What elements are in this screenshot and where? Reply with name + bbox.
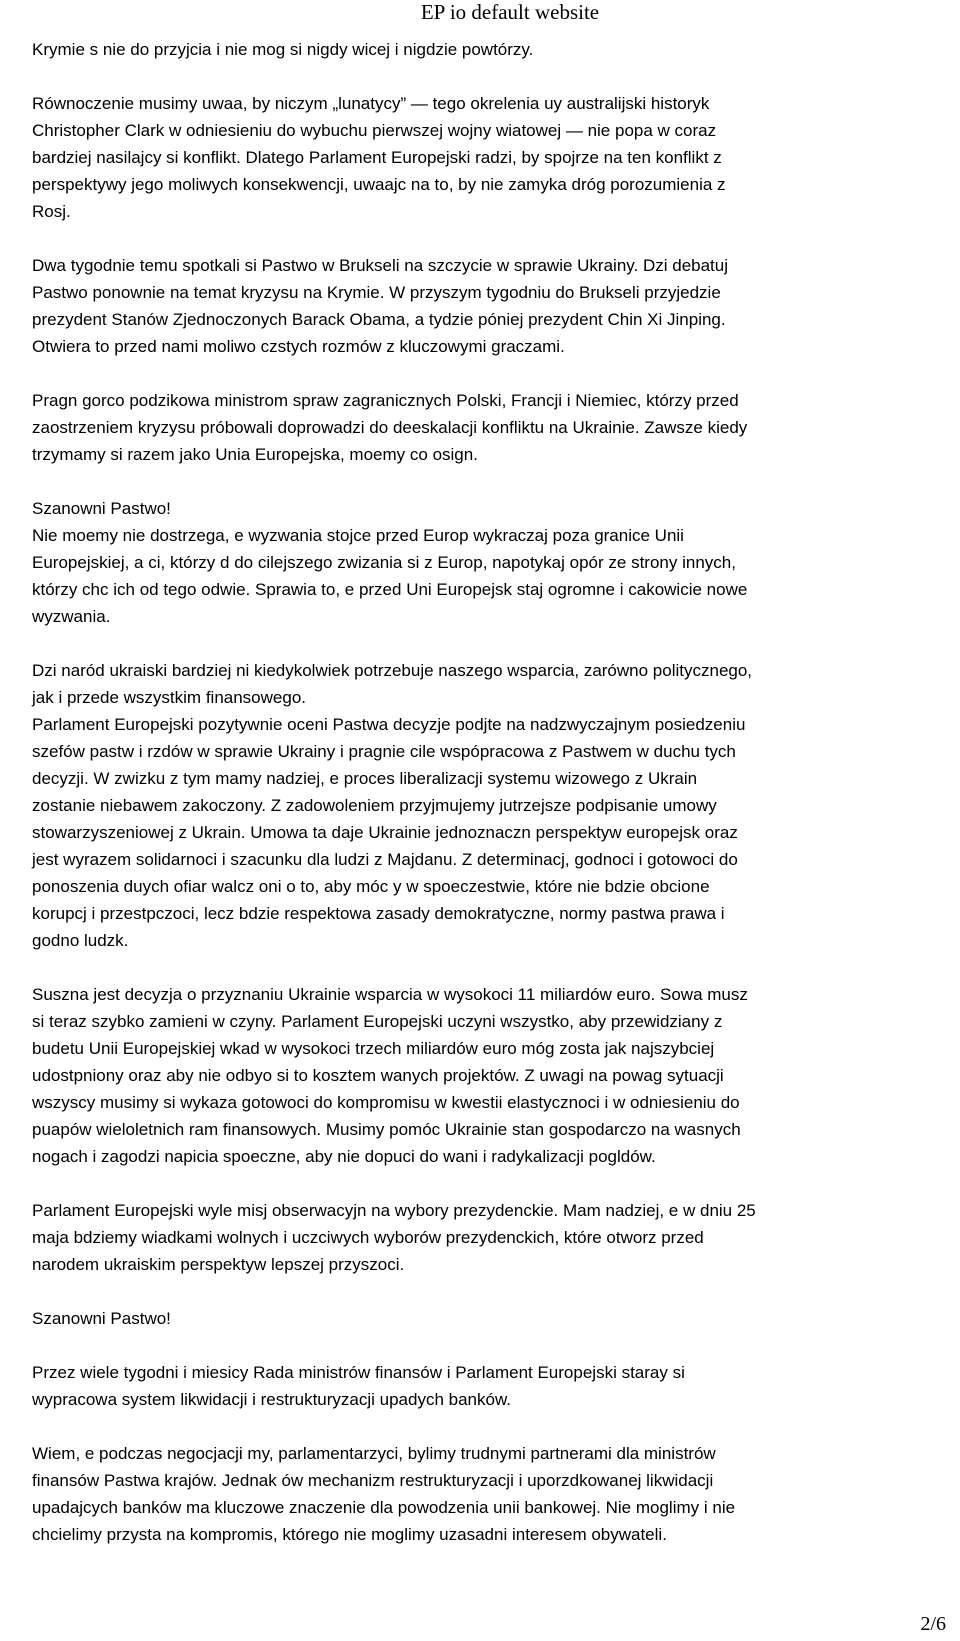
site-title: EP io default website bbox=[420, 0, 600, 24]
paragraph: Równoczenie musimy uwaa, by niczym „lunatycy” — tego okrelenia uy australijski historyk Christopher Clark w odniesieniu do wybuchu pierwszej wojny wiatowej — nie popa w coraz bardziej nasilajcy si konflikt. Dlatego Parlament Europejski radzi, by spojrze na ten konflikt z perspektywy jego moliwych konsekwencji, uwaajc na to, by nie zamyka dróg porozumienia z Rosj. bbox=[32, 94, 726, 221]
paragraph-gap bbox=[32, 63, 932, 90]
paragraph: Dzi naród ukraiski bardziej ni kiedykolwiek potrzebuje naszego wsparcia, zarówno politycznego, jak i przede wszystkim finansowego. Parlament Europejski pozytywnie oceni Pastwa decyzje podjte na nadzwyczajnym posiedzeniu szefów pastw i rzdów w sprawie Ukrainy i pragnie cile wspópracowa z Pastwem w duchu tych decyzji. W zwizku z tym mamy nadziej, e proces liberalizacji systemu wizowego z Ukrain zostanie niebawem zakoczony. Z zadowoleniem przyjmujemy jutrzejsze podpisanie umowy stowarzyszeniowej z Ukrain. Umowa ta daje Ukrainie jednoznaczn perspektyw europejsk oraz jest wyrazem solidarnoci i szacunku dla ludzi z Majdanu. Z determinacj, godnoci i gotowoci do ponoszenia duych ofiar walcz oni o to, aby móc y w spoeczestwie, które nie bdzie obcione korupcj i przestpczoci, lecz bdzie respektowa zasady demokratyczne, normy pastwa prawa i godno ludzk. bbox=[32, 661, 753, 950]
paragraph: Suszna jest decyzja o przyznaniu Ukrainie wsparcia w wysokoci 11 miliardów euro. Sowa musz si teraz szybko zamieni w czyny. Parlament Europejski uczyni wszystko, aby przewidziany z budetu Unii Europejskiej wkad w wysokoci trzech miliardów euro móg zosta jak najszybciej udostpniony oraz aby nie odbyo si to kosztem wanych projektów. Z uwagi na powag sytuacji wszyscy musimy si wykaza gotowoci do kompromisu w kwestii elastycznoci i w odniesieniu do puapów wieloletnich ram finansowych. Musimy pomóc Ukrainie stan gospodarczo na wasnych nogach i zagodzi napicia spoeczne, aby nie dopuci do wani i radykalizacji pogldów. bbox=[32, 985, 748, 1166]
paragraph-gap bbox=[32, 1278, 932, 1305]
paragraph: Parlament Europejski wyle misj obserwacyjn na wybory prezydenckie. Mam nadziej, e w dniu 25 maja bdziemy wiadkami wolnych i uczciwych wyborów prezydenckich, które otworz przed narodem ukraiskim perspektyw lepszej przyszoci. bbox=[32, 1201, 756, 1274]
salutation: Szanowni Pastwo! bbox=[32, 1309, 171, 1328]
paragraph-gap bbox=[32, 630, 932, 657]
site-header bbox=[0, 0, 960, 26]
paragraph: Pragn gorco podzikowa ministrom spraw zagranicznych Polski, Francji i Niemiec, którzy przed zaostrzeniem kryzysu próbowali doprowadzi do deeskalacji konfliktu na Ukrainie. Zawsze kiedy trzymamy si razem jako Unia Europejska, moemy co osign. bbox=[32, 391, 748, 464]
paragraph-gap bbox=[32, 954, 932, 981]
page-number: 2/6 bbox=[920, 1613, 946, 1635]
paragraph-gap bbox=[32, 1332, 932, 1359]
paragraph-gap bbox=[32, 1170, 932, 1197]
paragraph: Wiem, e podczas negocjacji my, parlamentarzyci, bylimy trudnymi partnerami dla ministrów finansów Pastwa krajów. Jednak ów mechanizm restrukturyzacji i uporzdkowanej likwidacji upadajcych banków ma kluczowe znaczenie dla powodzenia unii bankowej. Nie moglimy i nie chcielimy przysta na kompromis, którego nie moglimy uzasadni interesem obywateli. bbox=[32, 1444, 736, 1544]
paragraph: Przez wiele tygodni i miesicy Rada ministrów finansów i Parlament Europejski staray si wypracowa system likwidacji i restrukturyzacji upadych banków. bbox=[32, 1363, 685, 1409]
paragraph: Szanowni Pastwo! Nie moemy nie dostrzega, e wyzwania stojce przed Europ wykraczaj poza granice Unii Europejskiej, a ci, którzy d do cilejszego zwizania si z Europ, napotykaj opór ze strony innych, którzy chc ich od tego odwie. Sprawia to, e przed Uni Europejsk staj ogromne i cakowicie nowe wyzwania. bbox=[32, 499, 748, 626]
paragraph-gap bbox=[32, 1413, 932, 1440]
paragraph-gap bbox=[32, 468, 932, 495]
document-body bbox=[32, 36, 932, 1548]
paragraph: Krymie s nie do przyjcia i nie mog si nigdy wicej i nigdzie powtórzy. bbox=[32, 40, 534, 59]
paragraph-gap bbox=[32, 360, 932, 387]
paragraph-gap bbox=[32, 225, 932, 252]
paragraph: Dwa tygodnie temu spotkali si Pastwo w Brukseli na szczycie w sprawie Ukrainy. Dzi debatuj Pastwo ponownie na temat kryzysu na Krymie. W przyszym tygodniu do Brukseli przyjedzie prezydent Stanów Zjednoczonych Barack Obama, a tydzie póniej prezydent Chin Xi Jinping. Otwiera to przed nami moliwo czstych rozmów z kluczowymi graczami. bbox=[32, 256, 729, 356]
